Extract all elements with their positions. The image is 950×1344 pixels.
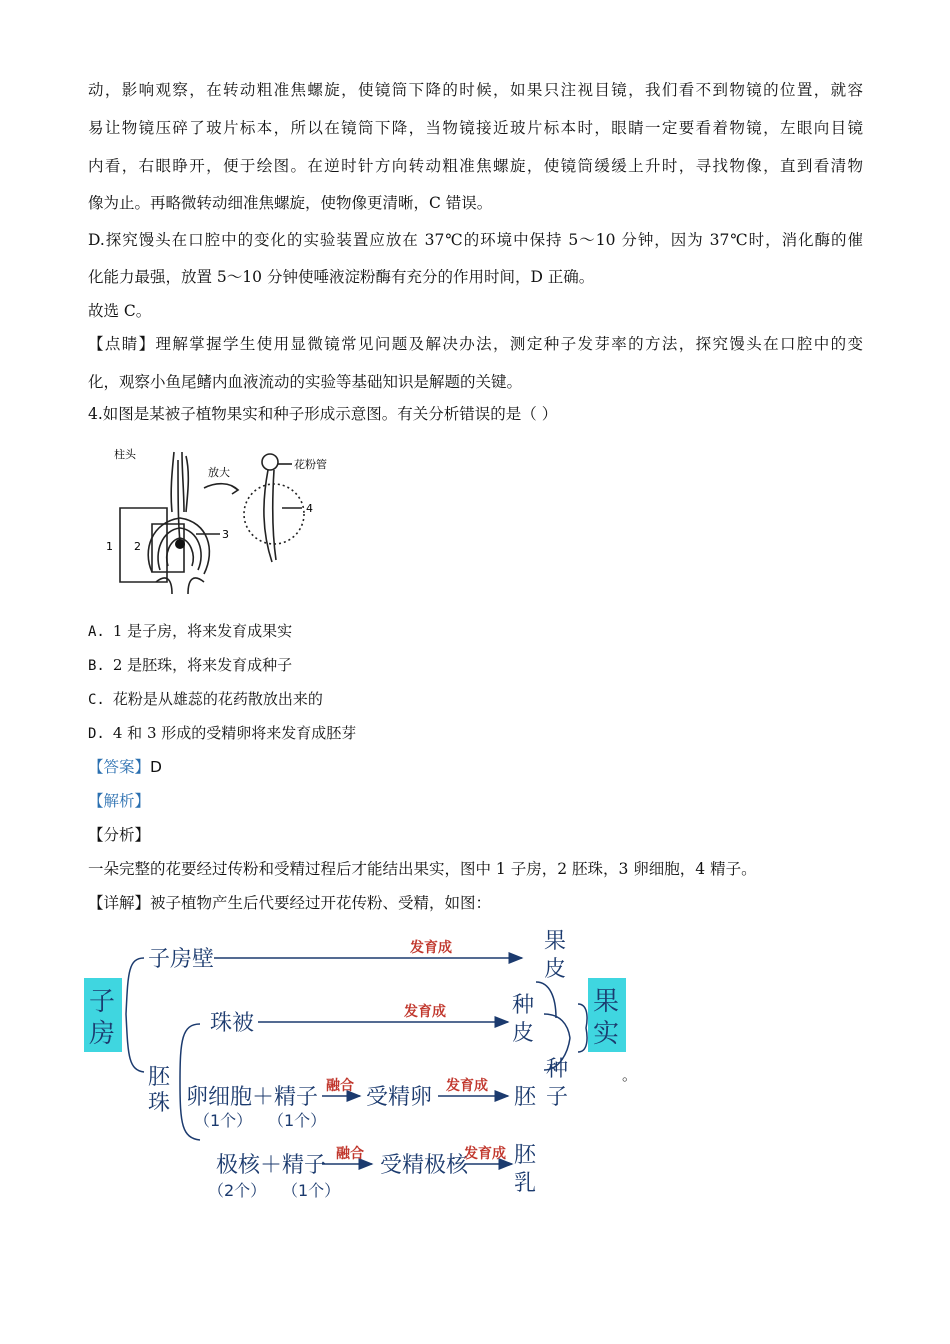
- polar-count: （2个）: [208, 1181, 267, 1200]
- ovary-wall-label: 子房壁: [148, 947, 215, 972]
- text-line: 内看，右眼睁开，便于绘图。在逆时针方向转动粗准焦螺旋，使镜筒缓缓上升时，寻找物像，直到看清物: [88, 157, 863, 175]
- fertilization-flowchart: [82, 918, 642, 1208]
- question-text: .如图是某被子植物果实和种子形成示意图。有关分析错误的是（ ）: [97, 405, 558, 423]
- label-enlarge: 放大: [208, 466, 230, 479]
- answer-label: 【答案】: [88, 758, 151, 776]
- label-3: 3: [222, 528, 229, 541]
- zygote-label: 受精卵: [366, 1085, 433, 1110]
- fenxi-text: 一朵完整的花要经过传粉和受精过程后才能结出果实，图中 1 子房，2 胚珠，3 卵细胞，4 精子。: [88, 860, 757, 878]
- develop-arrow-label-1: 发育成: [410, 940, 452, 956]
- integument-label: 珠被: [210, 1011, 255, 1036]
- detail-label: 【详解】: [88, 894, 151, 912]
- sperm-count-2: （1个）: [282, 1181, 341, 1200]
- text-line: 故选 C。: [88, 302, 152, 320]
- pericarp-label: 果皮: [544, 929, 567, 982]
- ovary-label: 子房: [89, 987, 116, 1049]
- detail-line: [88, 892, 491, 914]
- develop-arrow-label-3: 发育成: [446, 1078, 488, 1094]
- ovule-label: 胚珠: [148, 1065, 171, 1116]
- option-text: 花粉是从雄蕊的花药散放出来的: [112, 690, 323, 708]
- text-line: 动，影响观察，在转动粗准焦螺旋，使镜筒下降的时候，如果只注视目镜，我们看不到物镜的位置，就容: [88, 81, 863, 99]
- analysis-label: 【解析】: [88, 792, 151, 810]
- label-1: 1: [106, 540, 113, 553]
- develop-arrow-label-4: 发育成: [464, 1146, 506, 1162]
- text-line: 易让物镜压碎了玻片标本，所以在镜筒下降，当物镜接近玻片标本时，眼睛一定要看着物镜，左眼向目镜: [88, 119, 863, 137]
- trailing-punct: 。: [622, 1066, 638, 1084]
- option-b[interactable]: [88, 654, 292, 677]
- fenxi-label: 【分析】: [88, 826, 151, 844]
- option-text: 4 和 3 形成的受精卵将来发育成胚芽: [112, 724, 357, 742]
- detail-text: 被子植物产生后代要经过开花传粉、受精，如图：: [150, 894, 492, 912]
- develop-arrow-label-2: 发育成: [404, 1004, 446, 1020]
- egg-sperm-label: 卵细胞＋精子: [186, 1085, 319, 1110]
- option-d[interactable]: [88, 722, 356, 745]
- answer-line: [88, 756, 162, 778]
- flower-structure-figure: [106, 442, 360, 604]
- label-4: 4: [306, 502, 313, 515]
- option-a[interactable]: [88, 620, 292, 643]
- dianjing-line: [88, 333, 863, 355]
- text-line: 像为止。再略微转动细准焦螺旋，使物像更清晰，C 错误。: [88, 194, 493, 212]
- seed-label: 种子: [546, 1057, 569, 1110]
- label-2: 2: [134, 540, 141, 553]
- option-letter: D.: [88, 726, 105, 742]
- fruit-label: 果实: [593, 987, 620, 1049]
- text-line: 化能力最强，放置 5～10 分钟使唾液淀粉酶有充分的作用时间，D 正确。: [88, 268, 595, 286]
- dianjing-label: 【点睛】: [88, 335, 156, 353]
- sperm-count: （1个）: [268, 1111, 327, 1130]
- seed-coat-label: 种皮: [512, 993, 535, 1046]
- dianjing-text: 理解掌握学生使用显微镜常见问题及解决办法，测定种子发芽率的方法，探究馒头在口腔中的变: [155, 335, 863, 353]
- answer-value: D: [150, 758, 162, 776]
- text-line: D.探究馒头在口腔中的变化的实验装置应放在 37℃的环境中保持 5～10 分钟，因为 37℃时，消化酶的催: [88, 231, 863, 249]
- question-number: 4: [88, 405, 98, 423]
- option-letter: B.: [88, 658, 105, 674]
- label-stigma: 柱头: [114, 448, 136, 461]
- option-c[interactable]: [88, 688, 323, 711]
- polar-sperm-label: 极核＋精子: [216, 1153, 327, 1178]
- option-letter: C.: [88, 692, 105, 708]
- option-text: 1 是子房，将来发育成果实: [112, 622, 293, 640]
- egg-count: （1个）: [194, 1111, 253, 1130]
- fertilized-polar-label: 受精极核: [380, 1153, 469, 1178]
- fuse-arrow-label-1: 融合: [326, 1078, 354, 1094]
- embryo-label: 胚: [514, 1085, 537, 1110]
- option-text: 2 是胚珠，将来发育成种子: [112, 656, 293, 674]
- text-line: 化，观察小鱼尾鳍内血液流动的实验等基础知识是解题的关键。: [88, 373, 523, 391]
- endosperm-label: 胚乳: [514, 1143, 537, 1196]
- label-pollen-tube: 花粉管: [294, 458, 327, 471]
- question-stem: [88, 403, 557, 425]
- fuse-arrow-label-2: 融合: [336, 1146, 364, 1162]
- option-letter: A.: [88, 624, 105, 640]
